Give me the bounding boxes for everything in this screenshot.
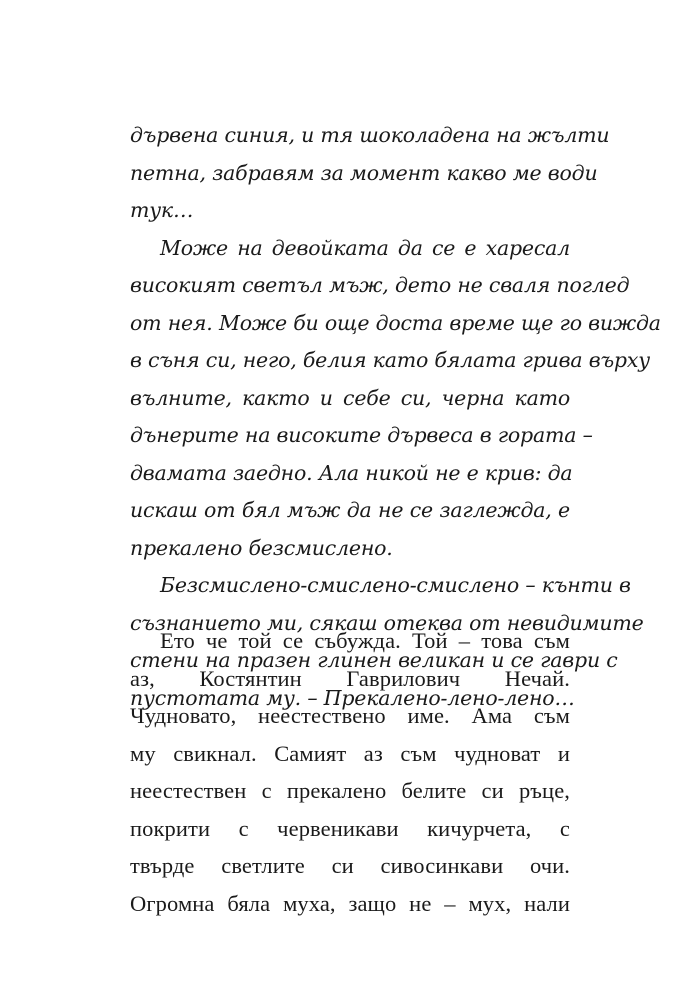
text-line: Безсмислено-смислено-смислено – кънти в [160, 573, 631, 597]
text-line: петна, забравям за момент какво ме води [130, 160, 598, 185]
text-line: съзнанието ми, сякаш отеква от невидимите [130, 610, 644, 635]
text-line: високият светъл мъж, дето не сваля поглед [130, 273, 630, 297]
text-line: му свикнал. Самият аз съм чудноват и [130, 740, 570, 766]
text-line: дънерите на високите дървеса в гората – [130, 423, 593, 447]
text-line: пустотата му. – Прекалено-лено-лено… [130, 685, 575, 710]
text-line: в съня си, него, белия като бялата грива върху [130, 348, 650, 372]
text-line: тук… [130, 198, 194, 222]
text-line: аз, Костянтин Гаврилович Нечай. [130, 665, 570, 691]
text-line: твърде светлите си сивосинкави очи. [130, 853, 570, 878]
text-line: Може на девойката да се е харесал [160, 235, 570, 260]
text-line: прекалено безсмислено. [130, 535, 393, 560]
text-line: покрити с червеникави кичурчета, с [130, 815, 570, 841]
text-line: двамата заедно. Ала никой не е крив: да [130, 460, 573, 485]
text-line: вълните, както и себе си, черна като [130, 385, 570, 410]
text-line: искаш от бял мъж да не се заглежда, е [130, 498, 570, 522]
text-line: Чудновато, неестествено име. Ама съм [130, 703, 570, 728]
text-line: дървена синия, и тя шоколадена на жълти [130, 123, 610, 147]
text-line: Огромна бяла муха, защо не – мух, нали [130, 890, 570, 916]
text-line: стени на празен глинен великан и се гаври с [130, 648, 618, 672]
paragraph [130, 117, 610, 230]
text-line: неестествен с прекалено белите си ръце, [130, 778, 570, 803]
paragraph [130, 622, 618, 922]
text-line: от нея. Може би още доста време ще го вижда [130, 310, 661, 335]
paragraph [130, 230, 661, 568]
text-line: Ето че той се събужда. Той – това съм [160, 628, 570, 653]
roman-text-section [130, 622, 618, 922]
